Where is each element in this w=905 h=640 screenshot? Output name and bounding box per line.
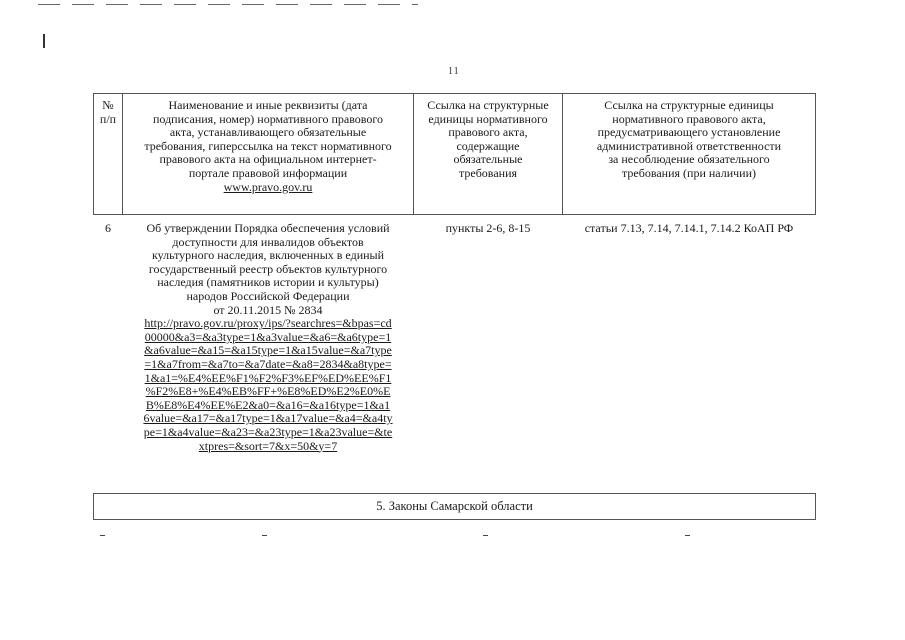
header-number: № п/п xyxy=(99,98,117,126)
row-act-title: Об утверждении Порядка обеспечения условий доступности для инвалидов объектов культурного наследия, включенных в единый государственный реестр объектов культурного наследия (памятников истории и культуры) народов Российской Федерации от 20.11.2015 № 2834 xyxy=(146,221,390,317)
header-bottom-border xyxy=(93,214,816,215)
table-top-border xyxy=(93,93,816,94)
continuation-mark xyxy=(262,535,267,536)
col-border-right xyxy=(815,93,816,215)
margin-mark xyxy=(43,34,45,48)
row-act-link[interactable]: http://pravo.gov.ru/proxy/ips/?searchres=&bpas=cd 00000&a3=&a3type=1&a3value=&a6=&a6type=1 &a6value=&a15=&a15type=1&a15value=&a7type =1&a7from=&a7to=&a7date=&a8=2834&a8type= 1&a1=%E4%EE%F1%F2%F3%EF%ED%EE%F1 %F2%E8+%E4%EB%FF+%E8%ED%E2%E0%E B%E8%E4%EE%E2&a0=&a16=&a16type=1&a1 6value=&a17=&a17type=1&a17value=&a4=&a4ty pe=1&a4value=&a23=&a23type=1&a23value=&te xtpres=&sort=7&x=50&y=7 xyxy=(143,316,393,453)
top-dashed-rule xyxy=(38,4,418,5)
row-act-name xyxy=(123,222,413,453)
section-title: 5. Законы Самарской области xyxy=(376,499,533,513)
header-structural-units: Ссылка на структурные единицы нормативного правового акта, содержащие обязательные требования xyxy=(427,98,549,180)
continuation-mark xyxy=(483,535,488,536)
continuation-mark xyxy=(685,535,690,536)
section-border-right xyxy=(815,493,816,520)
header-act-name xyxy=(123,99,413,194)
pravo-gov-link[interactable]: www.pravo.gov.ru xyxy=(223,179,313,194)
row-liability-units: статьи 7.13, 7.14, 7.14.1, 7.14.2 КоАП РФ xyxy=(584,221,794,235)
header-act-name-text: Наименование и иные реквизиты (дата подписания, номер) нормативного правового акта, устанавливающего обязательные требования, гиперссылка на текст нормативного правового акта на официальном интернет- портале правовой информации xyxy=(144,98,392,180)
section-bottom-border xyxy=(93,519,816,520)
row-number: 6 xyxy=(105,221,111,235)
header-liability-units: Ссылка на структурные единицы нормативного правового акта, предусматривающего установление административной ответственности за несоблюдение обязательного требования (при наличии) xyxy=(596,98,782,180)
continuation-mark xyxy=(100,535,105,536)
section-top-border xyxy=(93,493,816,494)
row-structural-units: пункты 2-6, 8-15 xyxy=(445,221,531,235)
page-number: 11 xyxy=(448,66,460,77)
